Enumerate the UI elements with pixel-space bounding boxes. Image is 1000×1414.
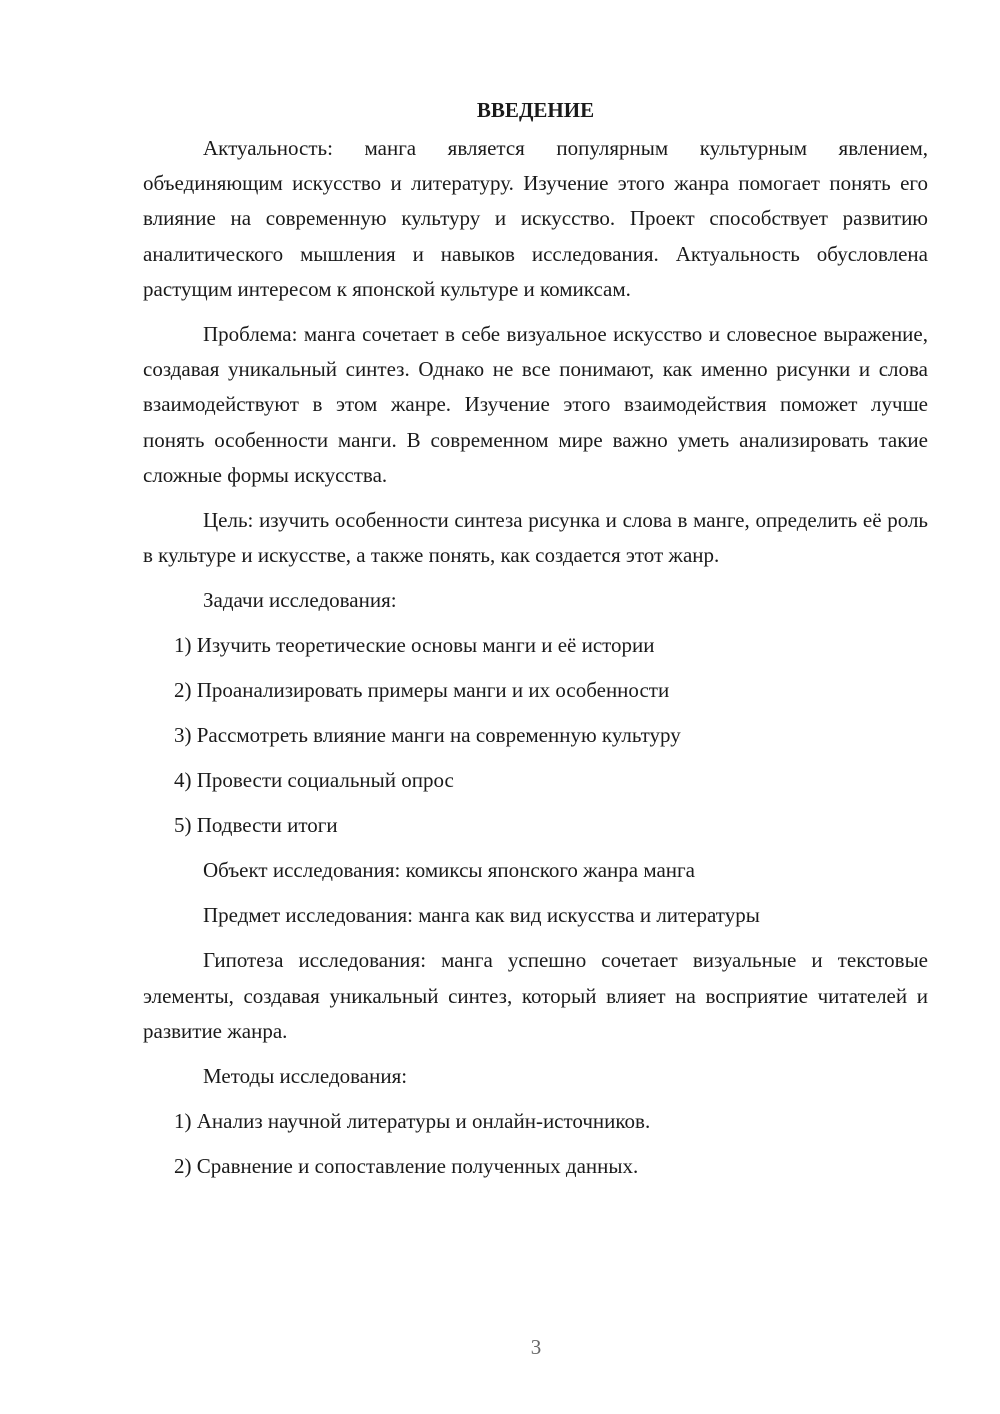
- method-item: 1) Анализ научной литературы и онлайн-источников.: [174, 1109, 651, 1134]
- research-object: Объект исследования: комиксы японского жанра манга: [203, 858, 695, 883]
- task-item: 1) Изучить теоретические основы манги и её истории: [174, 633, 655, 658]
- task-item: 3) Рассмотреть влияние манги на современную культуру: [174, 723, 681, 748]
- problem-paragraph: Проблема: манга сочетает в себе визуальное искусство и словесное выражение, создавая уникальный синтез. Однако не все понимают, как именно рисунки и слова взаимодействуют в этом жанре. Изучение этого взаимодействия поможет лучше понять особенности манги. В современном мире важно уметь анализировать такие сложные формы искусства.: [143, 322, 928, 487]
- goal-paragraph: Цель: изучить особенности синтеза рисунка и слова в манге, определить её роль в культуре и искусстве, а также понять, как создается этот жанр.: [143, 508, 928, 568]
- page-number: 3: [530, 1335, 542, 1359]
- methods-list: [143, 1104, 928, 1184]
- tasks-title: Задачи исследования:: [203, 588, 397, 613]
- section-heading: ВВЕДЕНИЕ: [476, 98, 595, 122]
- method-item: 2) Сравнение и сопоставление полученных данных.: [174, 1154, 639, 1179]
- research-subject: Предмет исследования: манга как вид искусства и литературы: [203, 903, 760, 928]
- methods-title: Методы исследования:: [203, 1064, 408, 1089]
- relevance-paragraph: Актуальность: манга является популярным культурным явлением, объединяющим искусство и литературу. Изучение этого жанра помогает понять его влияние на современную культуру и искусство. Проект способствует развитию аналитического мышления и навыков исследования. Актуальность обусловлена растущим интересом к японской культуре и комиксам.: [143, 136, 928, 301]
- tasks-list: [143, 628, 928, 843]
- document-page: [143, 93, 928, 1194]
- hypothesis-paragraph: Гипотеза исследования: манга успешно сочетает визуальные и текстовые элементы, создавая уникальный синтез, который влияет на восприятие читателей и развитие жанра.: [143, 948, 928, 1043]
- task-item: 5) Подвести итоги: [174, 813, 338, 838]
- task-item: 4) Провести социальный опрос: [174, 768, 454, 793]
- task-item: 2) Проанализировать примеры манги и их особенности: [174, 678, 670, 703]
